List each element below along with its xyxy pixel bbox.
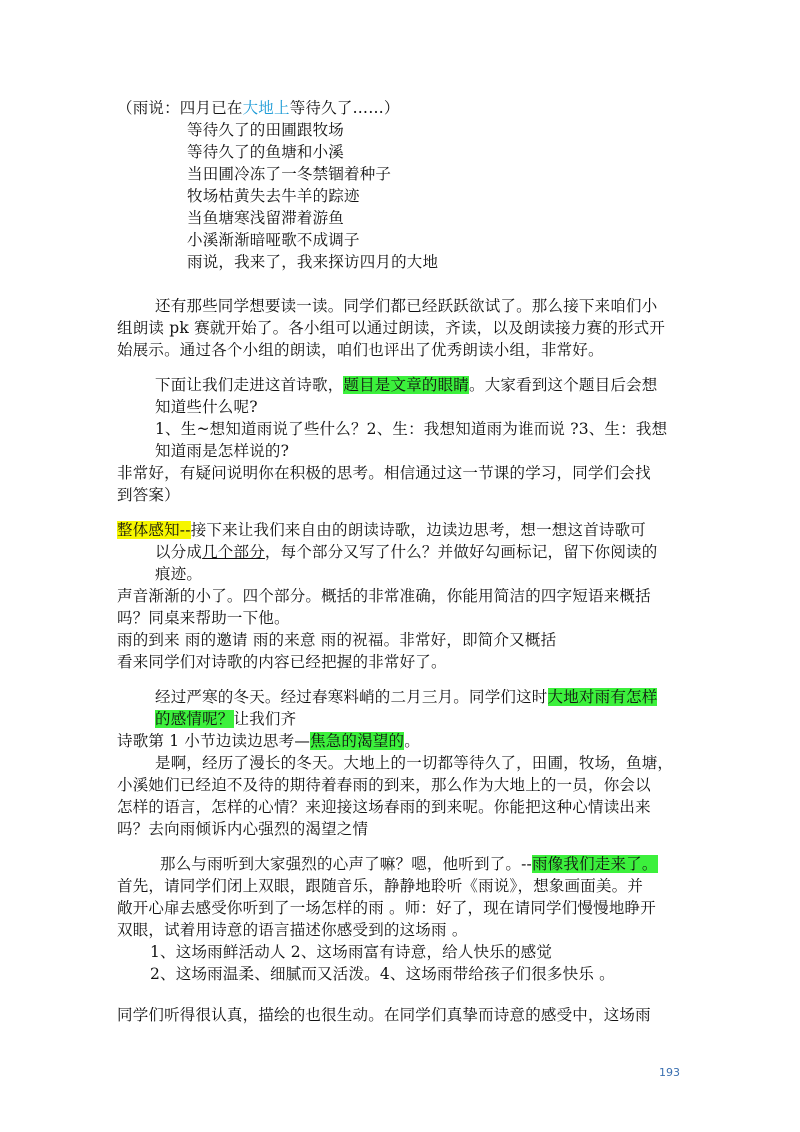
paragraph-line: 痕迹。 — [155, 565, 203, 583]
paragraph-line: 经过严寒的冬天。经过春寒料峭的二月三月。同学们这时大地对雨有怎样 — [155, 688, 658, 706]
poem-line: 牧场枯黄失去牛羊的踪迹 — [187, 187, 360, 205]
paragraph-line: 1、这场雨鲜活动人 2、这场雨富有诗意，给人快乐的感觉 — [150, 943, 553, 961]
poem-line: 雨说，我来了，我来探访四月的大地 — [187, 253, 439, 271]
paragraph-line: 组朗读 pk 赛就开始了。各小组可以通过朗读，齐读，以及朗读接力赛的形式开 — [117, 319, 666, 337]
page-number: 193 — [659, 1066, 680, 1079]
paragraph-line: 是啊，经历了漫长的冬天。大地上的一切都等待久了，田圃，牧场，鱼塘， — [155, 754, 674, 772]
highlight-green: 大地对雨有怎样 — [547, 688, 658, 706]
paragraph-line: 小溪她们已经迫不及待的期待着春雨的到来，那么作为大地上的一员，你会以 — [117, 776, 651, 794]
paragraph-line: 那么与雨听到大家强烈的心声了嘛？嗯，他听到了。--雨像我们走来了。 — [160, 855, 658, 873]
paragraph-line: 怎样的语言，怎样的心情？来迎接这场春雨的到来呢。你能把这种心情读出来 — [117, 798, 651, 816]
paragraph-line: 1、生~想知道雨说了些什么？2、生：我想知道雨为谁而说 ?3、生：我想 — [155, 420, 668, 438]
paragraph-line: 始展示。通过各个小组的朗读，咱们也评出了优秀朗读小组，非常好。 — [117, 341, 604, 359]
paragraph-line: 下面让我们走进这首诗歌，题目是文章的眼睛。大家看到这个题目后会想 — [155, 376, 658, 394]
paragraph-line: 以分成几个部分，每个部分又写了什么？并做好勾画标记，留下你阅读的 — [155, 543, 658, 561]
paragraph-line: 声音渐渐的小了。四个部分。概括的非常准确，你能用简洁的四字短语来概括 — [117, 587, 651, 605]
poem-line: 当田圃冷冻了一冬禁锢着种子 — [187, 165, 392, 183]
highlight-green: 的感情呢？ — [155, 710, 234, 728]
paragraph-line: 的感情呢？让我们齐 — [155, 710, 297, 728]
paragraph-line: 吗？去向雨倾诉内心强烈的渴望之情 — [117, 820, 369, 838]
paragraph-line: 首先，请同学们闭上双眼，跟随音乐，静静地聆听《雨说》，想象画面美。并 — [117, 877, 644, 895]
paragraph-line: 看来同学们对诗歌的内容已经把握的非常好了。 — [117, 653, 447, 671]
paragraph-line: 知道些什么呢? — [155, 398, 258, 416]
highlight-green: 题目是文章的眼睛 — [343, 376, 470, 394]
poem-intro-prefix: （雨说：四月已在 — [117, 99, 243, 117]
paragraph-line: 整体感知--接下来让我们来自由的朗读诗歌，边读边思考，想一想这首诗歌可 — [117, 521, 646, 539]
poem-intro-suffix: 等待久了……） — [289, 99, 400, 117]
poem-line: 小溪渐渐暗哑歌不成调子 — [187, 231, 360, 249]
underlined-text: 几个部分 — [202, 543, 265, 561]
paragraph-line: 同学们听得很认真，描绘的也很生动。在同学们真挚而诗意的感受中，这场雨 — [117, 1006, 651, 1024]
paragraph-line: 诗歌第 1 小节边读边思考—焦急的渴望的。 — [117, 732, 420, 750]
paragraph-line: 吗？同桌来帮助一下他。 — [117, 609, 290, 627]
paragraph-line: 还有那些同学想要读一读。同学们都已经跃跃欲试了。那么接下来咱们小 — [155, 297, 658, 315]
paragraph-line: 2、这场雨温柔、细腻而又活泼。4、这场雨带给孩子们很多快乐 。 — [150, 965, 615, 983]
poem-line: 等待久了的田圃跟牧场 — [187, 121, 345, 139]
paragraph-line: 非常好，有疑问说明你在积极的思考。相信通过这一节课的学习，同学们会找 — [117, 464, 651, 482]
highlight-green: 焦急的渴望的 — [310, 732, 405, 750]
paragraph-line: 敞开心扉去感受你听到了一场怎样的雨 。师：好了，现在请同学们慢慢地睁开 — [117, 899, 656, 917]
poem-intro-blue: 大地上 — [242, 99, 290, 117]
paragraph-line: 双眼，试着用诗意的语言描述你感受到的这场雨 。 — [117, 921, 468, 939]
highlight-yellow: 整体感知-- — [117, 521, 191, 539]
paragraph-line: 雨的到来 雨的邀请 雨的来意 雨的祝福。非常好，即简介又概括 — [117, 631, 557, 649]
paragraph-line: 到答案） — [117, 486, 180, 504]
paragraph-line: 知道雨是怎样说的? — [155, 442, 290, 460]
highlight-green: 雨像我们走来了。 — [531, 855, 658, 873]
poem-line: 当鱼塘寒浅留滞着游鱼 — [187, 209, 345, 227]
poem-intro — [117, 98, 400, 118]
poem-line: 等待久了的鱼塘和小溪 — [187, 143, 345, 161]
